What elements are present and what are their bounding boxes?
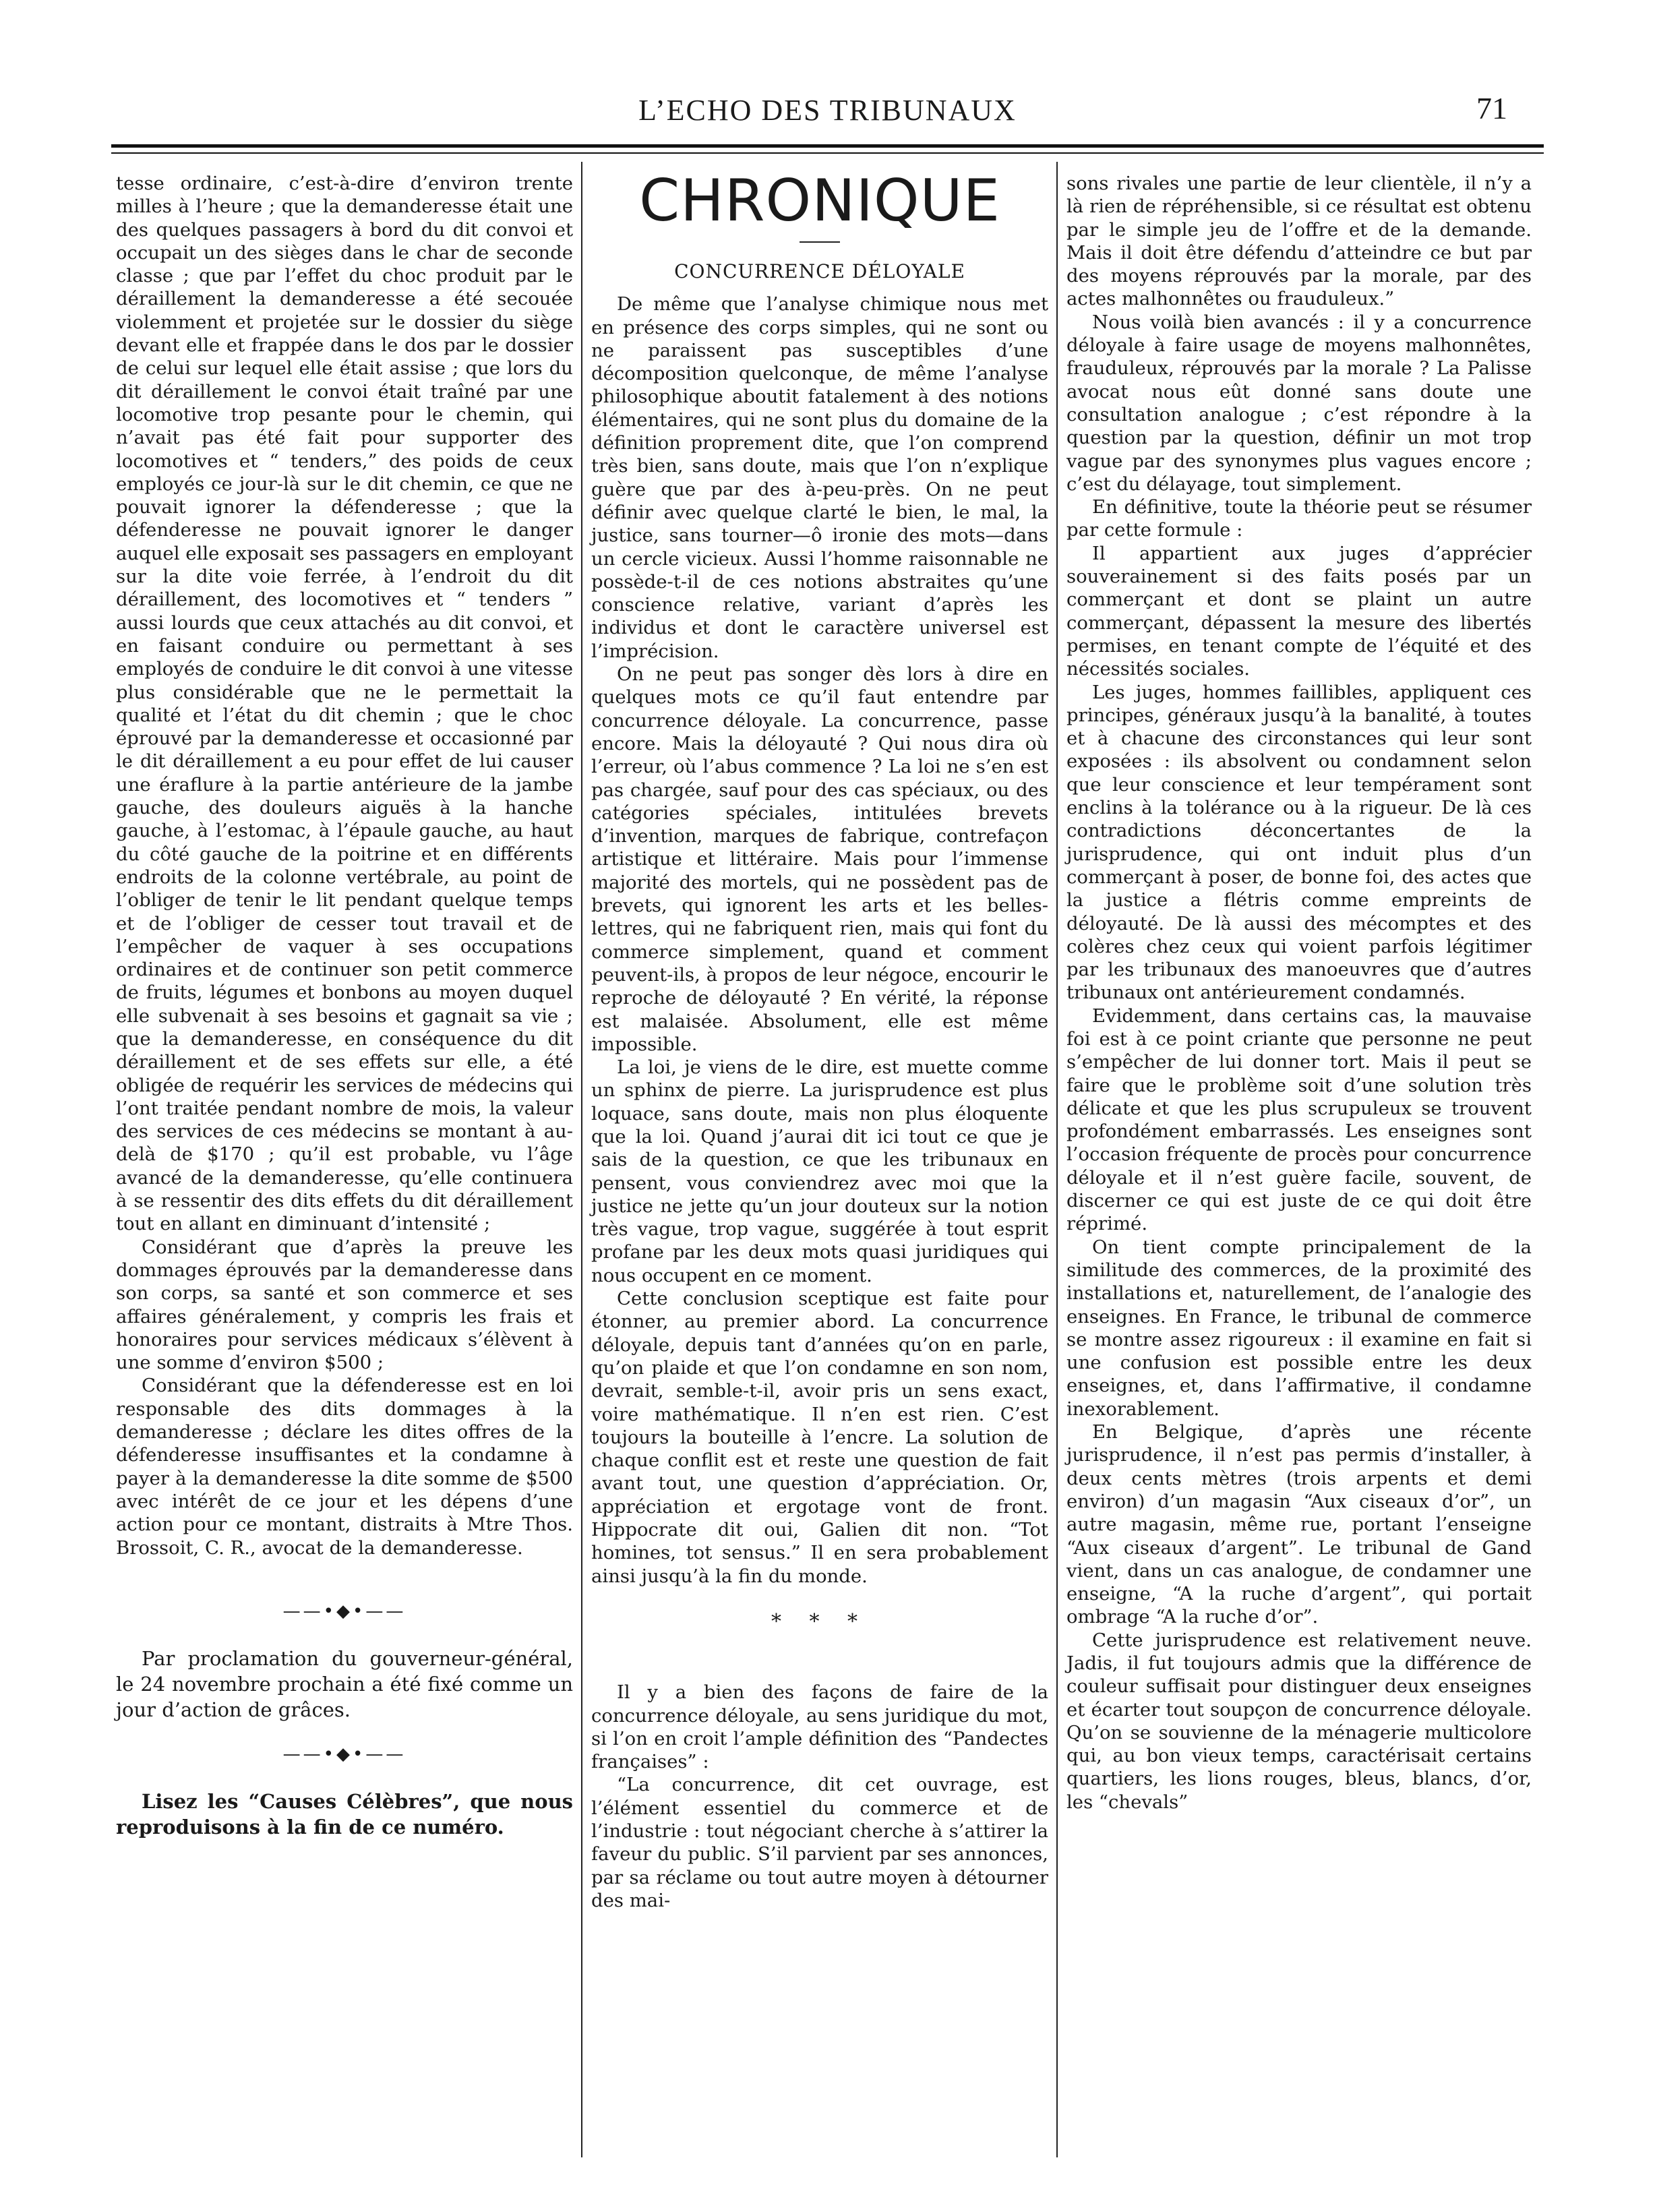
title-rule: [800, 241, 840, 243]
column-divider-left: [581, 162, 582, 2157]
paragraph: Cette jurisprudence est relativement neuve. Jadis, il fut toujours admis que la différence de couleur suffisait pour distinguer deux enseignes et écarter tout soupçon de concurrence déloyale. Qu’on se souvienne de la ménagerie multicolore qui, au bon vieux temps, caractérisait certains quartiers, les lions rouges, bleus, blancs, d’or, les “chevals”: [1066, 1629, 1532, 1813]
paragraph: Il appartient aux juges d’apprécier souverainement si des faits posés par un commerçant et dont se plaint un autre commerçant, dépassent la mesure des libertés permises, en tenant compte de l’équité et des nécessités sociales.: [1066, 542, 1532, 680]
column-middle: [591, 256, 1048, 1912]
paragraph: En Belgique, d’après une récente jurisprudence, il n’est pas permis d’installer, à deux cents mètres (trois arpents et demi environ) d’un magasin “Aux ciseaux d’or”, un autre magasin, même rue, portant l’enseigne “Aux ciseaux d’argent”. Le tribunal de Gand vient, dans un cas analogue, de condamner une enseigne, “A la ruche d’argent”, qui portait ombrage “A la ruche d’or”.: [1066, 1421, 1532, 1628]
header-rule-thick: [111, 144, 1544, 148]
paragraph: On tient compte principalement de la similitude des commerces, de la proximité des installations et, naturellement, de l’analogie des enseignes. En France, le tribunal de commerce se montre assez rigoureux : il examine en fait si une confusion est possible entre les deux enseignes, et, dans l’affirmative, il condamne inexorablement.: [1066, 1236, 1532, 1420]
section-subtitle: CONCURRENCE DÉLOYALE: [674, 260, 965, 282]
paragraph: Considérant que d’après la preuve les dommages éprouvés par la demanderesse dans son corps, sa santé et son commerce et ses affaires généralement, y compris les frais et honoraires pour services médicaux s’élèvent à une somme d’environ $500 ;: [116, 1236, 573, 1374]
paragraph: Considérant que la défenderesse est en loi responsable des dits dommages à la demanderesse ; déclare les dites offres de la défenderesse insuffisantes et la condamne à payer à la demanderesse la dite somme de $500 avec intérêt de ce jour et les dépens d’une action pour ce montant, distraits à Mtre Thos. Brossoit, C. R., avocat de la demanderesse.: [116, 1375, 573, 1559]
paragraph: tesse ordinaire, c’est-à-dire d’environ trente milles à l’heure ; que la demanderesse était une des quelques passagers à bord du dit convoi et occupait un des sièges dans le char de seconde classe ; que par l’effet du choc produit par le déraillement la demanderesse a été secouée violemment et projetée sur le dossier du siège devant elle et frappée dans le dos par le dossier de celui sur lequel elle était assise ; que lors du dit déraillement le convoi était traîné par une locomotive trop pesante pour le chemin, qui n’avait pas été fait pour supporter des locomotives et “ tenders,” des poids de ceux employés ce jour-là sur le dit chemin, ce que ne pouvait ignorer la défenderesse ; que la défenderesse ne pouvait ignorer le danger auquel elle exposait ses passagers en employant sur la dite voie ferrée, à l’endroit du dit déraillement, des locomotives et “ tenders ” aussi lourds que ceux attachés au dit convoi, et en faisant conduire ou permettant à ses employés de conduire le dit convoi à une vitesse plus considérable que ne le permettait la qualité et l’état du dit chemin ; que le choc éprouvé par la demanderesse et occasionné par le dit déraillement a eu pour effet de lui causer une éraflure à la partie antérieure de la jambe gauche, des douleurs aiguës à la hanche gauche, à l’estomac, à l’épaule gauche, au haut du côté gauche de la poitrine et en différents endroits de la colonne vertébrale, au point de l’obliger de tenir le lit pendant quelque temps et de l’obliger de cesser tout travail et de l’empêcher de vaquer à ses occupations ordinaires et de continuer son petit commerce de fruits, légumes et bonbons au moyen duquel elle subvenait à ses besoins et gagnait sa vie ; que la demanderesse, en conséquence du dit déraillement et de ses effets sur elle, a été obligée de requérir les services de médecins qui l’ont traitée pendant nombre de mois, la valeur des services de ces médecins se montant à au-delà de $170 ; qu’il est probable, vu l’âge avancé de la demanderesse, qu’elle continuera à se ressentir des dits effets du dit déraillement tout en allant en diminuant d’intensité ;: [116, 173, 573, 1235]
paragraph-notice: Par proclamation du gouverneur-général, le 24 novembre prochain a été fixé comme un jour d’action de grâces.: [116, 1647, 573, 1722]
paragraph: Cette conclusion sceptique est faite pour étonner, au premier abord. La concurrence déloyale, depuis tant d’années qu’on en parle, qu’on plaide et que l’on condamne en son nom, devrait, semble-t-il, avoir pris un sens exact, voire mathématique. Il n’en est rien. C’est toujours la bouteille à l’encre. La solution de chaque conflit est et reste une question de fait avant tout, une question d’appréciation. Or, appréciation et ergotage vont de front. Hippocrate dit oui, Galien dit non. “Tot homines, tot sensus.” Il en sera probablement ainsi jusqu’à la fin du monde.: [591, 1288, 1048, 1587]
section-title: CHRONIQUE: [639, 167, 1000, 235]
header-rule-thin: [111, 152, 1544, 154]
column-right: [1066, 172, 1532, 1814]
paragraph-notice-bold: Lisez les “Causes Célèbres”, que nous reproduisons à la fin de ce numéro.: [116, 1790, 573, 1839]
ornament-divider: ——•◆•——: [282, 1601, 407, 1621]
paragraph: sons rivales une partie de leur clientèle, il n’y a là rien de répréhensible, si ce résultat est obtenu par le simple jeu de l’offre et de la demande. Mais il doit être défendu d’atteindre ce but par des moyens réprouvés par la morale, par des actes malhonnêtes ou frauduleux.”: [1066, 173, 1532, 310]
paragraph: En définitive, toute la théorie peut se résumer par cette formule :: [1066, 496, 1532, 541]
paragraph: Les juges, hommes faillibles, appliquent ces principes, généraux jusqu’à la banalité, à toutes et à chacune des circonstances qui leur sont exposées : ils absolvent ou condamnent selon que leur conscience et leur tempérament sont enclins à la tolérance ou à la rigueur. De là ces contradictions déconcertantes de la jurisprudence, qui ont induit plus d’un commerçant à poser, de bonne foi, des actes que la justice a flétris comme empreints de déloyauté. De là aussi des mécomptes et des colères chez ceux qui voient parfois légitimer par les tribunaux des manoeuvres que d’autres tribunaux ont antérieurement condamnés.: [1066, 681, 1532, 1004]
asterism-divider: * * *: [771, 1609, 869, 1634]
column-left: [116, 172, 573, 1840]
paragraph: La loi, je viens de le dire, est muette comme un sphinx de pierre. La jurisprudence est plus loquace, sans doute, mais non plus éloquente que la loi. Quand j’aurai dit ici tout ce que je sais de la question, ce que les tribunaux en pensent, vous conviendrez avec moi que la justice ne jette qu’un jour douteux sur la notion très vague, trop vague, suggérée à tout esprit profane par les deux mots quasi juridiques qui nous occupent en ce moment.: [591, 1056, 1048, 1286]
paragraph: Evidemment, dans certains cas, la mauvaise foi est à ce point criante que personne ne peut s’empêcher de lui donner tort. Mais il peut se faire que le problème soit d’une solution très délicate et que les plus scrupuleux se trouvent profondément embarrassés. Les enseignes sont l’occasion fréquente de procès pour concurrence déloyale et il n’est guère facile, souvent, de discerner ce qui est juste de ce qui doit être réprimé.: [1066, 1005, 1532, 1235]
paragraph: Il y a bien des façons de faire de la concurrence déloyale, au sens juridique du mot, si l’on en croit l’ample définition des “Pandectes françaises” :: [591, 1681, 1048, 1773]
column-divider-right: [1056, 162, 1058, 2157]
ornament-divider: ——•◆•——: [282, 1744, 407, 1765]
paragraph: Nous voilà bien avancés : il y a concurrence déloyale à faire usage de moyens malhonnêtes, frauduleux, réprouvés par la morale ? La Palisse avocat nous eût donné sans doute une consultation analogue ; c’est répondre à la question par la question, définir un mot trop vague par des synonymes plus vagues encore ; c’est du délayage, tout simplement.: [1066, 311, 1532, 495]
paragraph: “La concurrence, dit cet ouvrage, est l’élément essentiel du commerce et de l’industrie : tout négociant cherche à s’attirer la faveur du public. S’il parvient par ses annonces, par sa réclame ou tout autre moyen à détourner des mai-: [591, 1774, 1048, 1911]
paragraph: De même que l’analyse chimique nous met en présence des corps simples, qui ne sont ou ne paraissent pas susceptibles d’une décomposition quelconque, de même l’analyse philosophique aboutit fatalement à des notions élémentaires, qui ne sont plus du domaine de la définition proprement dite, que l’on comprend très bien, sans doute, mais que l’on n’explique guère que par des à-peu-près. On ne peut définir avec quelque clarté le bien, le mal, la justice, sans tourner—ô ironie des mots—dans un cercle vicieux. Aussi l’homme raisonnable ne possède-t-il de ces notions abstraites qu’une conscience relative, variant d’après les individus et dont le caractère universel est l’imprécision.: [591, 293, 1048, 662]
page-number: 71: [1476, 91, 1507, 125]
paragraph: On ne peut pas songer dès lors à dire en quelques mots ce qu’il faut entendre par concurrence déloyale. La concurrence, passe encore. Mais la déloyauté ? Qui nous dira où l’erreur, où l’abus commence ? La loi ne s’en est pas chargée, sauf pour des cas spéciaux, ou des catégories spéciales, intitulées brevets d’invention, marques de fabrique, contrefaçon artistique et littéraire. Mais pour l’immense majorité des mortels, qui ne possèdent pas de brevets, qui ignorent les arts et les belles-lettres, qui ne fabriquent rien, mais qui font du commerce simplement, quand et comment peuvent-ils, à propos de leur négoce, encourir le reproche de déloyauté ? En vérité, la réponse est malaisée. Absolument, elle est même impossible.: [591, 663, 1048, 1055]
running-header-title: L’ECHO DES TRIBUNAUX: [638, 94, 1017, 127]
